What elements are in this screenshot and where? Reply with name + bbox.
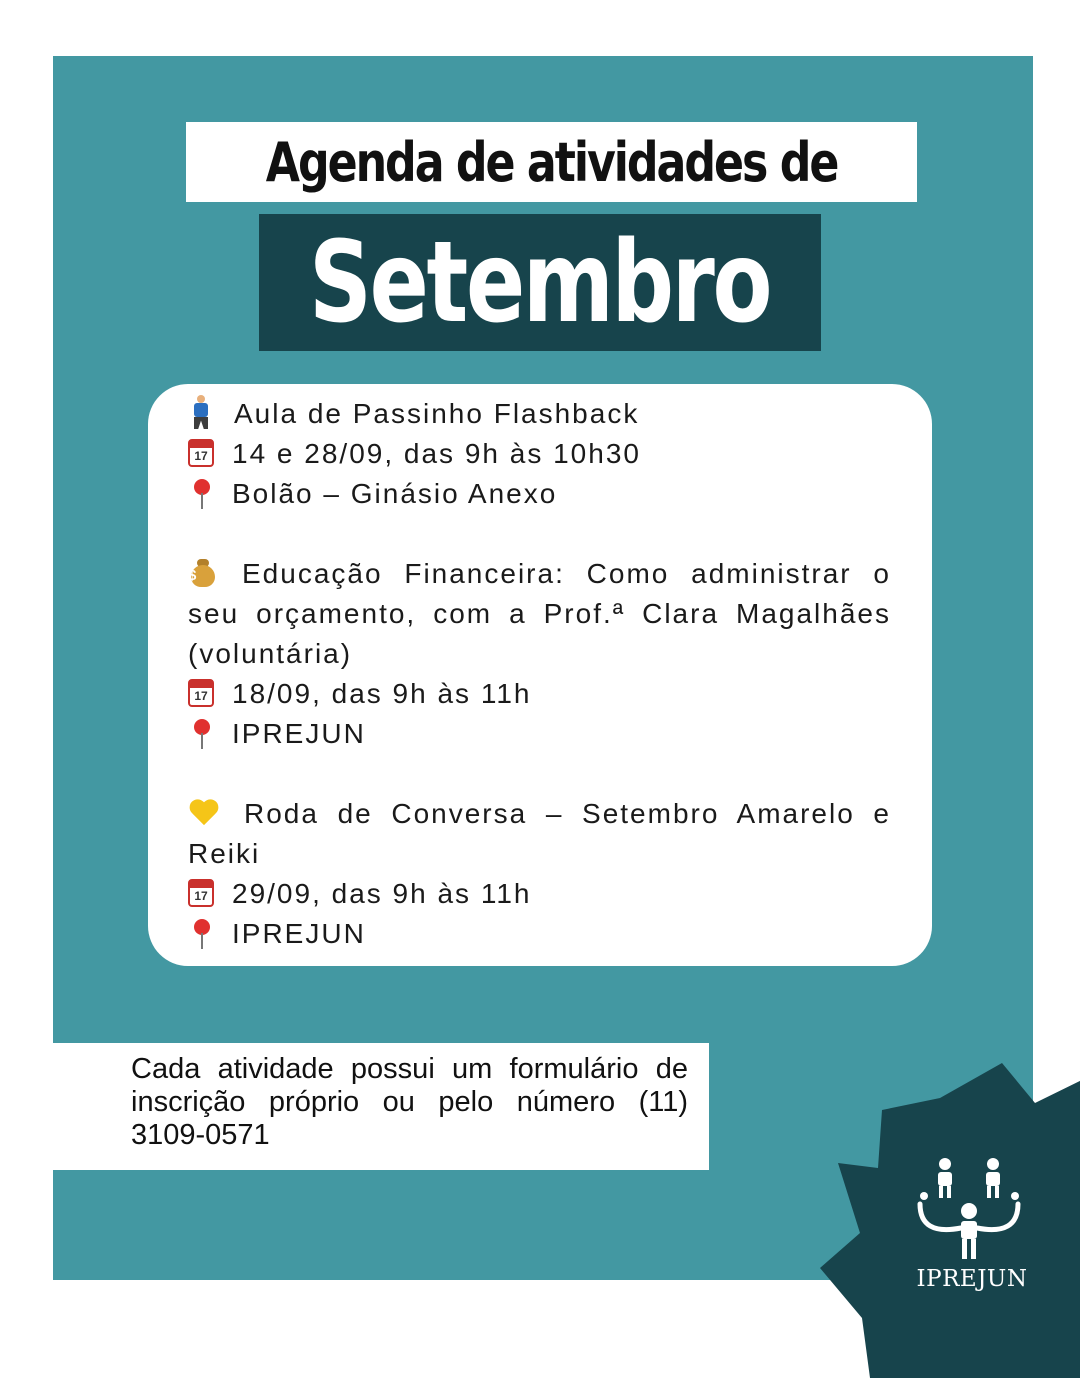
activities-card (148, 384, 932, 966)
info-box (53, 1043, 709, 1170)
calendar-icon: 17 (188, 879, 214, 907)
activity-2-title: $ Educação Financeira: Como administrar o seu orçamento, com a Prof.ª Clara Magalhães (voluntária) (188, 558, 891, 669)
title-box (186, 122, 917, 202)
calendar-icon: 17 (188, 439, 214, 467)
yellow-heart-icon (188, 797, 220, 827)
money-bag-icon: $ (188, 557, 218, 587)
logo-name: IPREJUN (916, 1266, 1028, 1292)
activity-3-title: Roda de Conversa – Setembro Amarelo e Reiki (188, 798, 891, 869)
location-pin-icon (192, 719, 212, 749)
activity-1-title: Aula de Passinho Flashback (188, 394, 891, 434)
activity-2-date: 17 18/09, das 9h às 11h (188, 674, 891, 714)
dancer-icon (188, 395, 214, 429)
activity-2-place: IPREJUN (188, 714, 891, 754)
starburst-badge (820, 1058, 1080, 1378)
activity-3-place: IPREJUN (188, 914, 891, 954)
info-text: Cada atividade possui um formulário de inscrição próprio ou pelo número (11) 3109-0571 (131, 1053, 688, 1151)
calendar-icon: 17 (188, 679, 214, 707)
activity-1-date: 17 14 e 28/09, das 9h às 10h30 (188, 434, 891, 474)
activity-3-date: 17 29/09, das 9h às 11h (188, 874, 891, 914)
month-box (259, 214, 821, 351)
location-pin-icon (192, 919, 212, 949)
location-pin-icon (192, 479, 212, 509)
page-title: Agenda de atividades de (265, 130, 838, 194)
activity-1-place: Bolão – Ginásio Anexo (188, 474, 891, 514)
month-title: Setembro (309, 217, 771, 348)
